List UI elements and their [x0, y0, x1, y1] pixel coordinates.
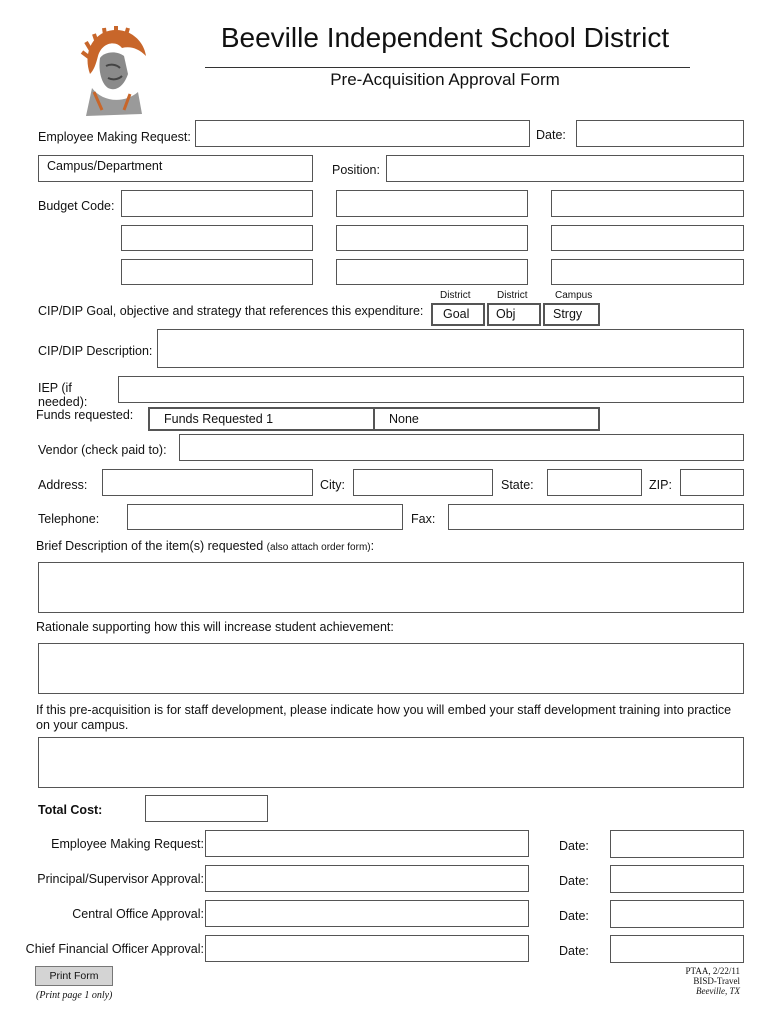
obj-input[interactable]: Obj — [487, 303, 541, 326]
zip-label: ZIP: — [649, 478, 672, 492]
budget-code-input[interactable] — [551, 259, 744, 285]
approval-label: Principal/Supervisor Approval: — [37, 872, 204, 886]
title-divider — [205, 67, 690, 68]
approval-label: Chief Financial Officer Approval: — [25, 942, 204, 956]
address-input[interactable] — [102, 469, 313, 496]
district-goal-caption: District — [440, 290, 471, 301]
funds-requested-label: Funds requested: — [36, 408, 134, 422]
position-label: Position: — [332, 163, 380, 177]
page-subtitle: Pre-Acquisition Approval Form — [330, 70, 560, 89]
rationale-input[interactable] — [38, 643, 744, 694]
employee-request-label: Employee Making Request: — [38, 130, 191, 144]
form-code — [686, 966, 740, 996]
vendor-label: Vendor (check paid to): — [38, 443, 167, 457]
approval-date-label: Date: — [559, 909, 589, 923]
approval-date-input[interactable] — [610, 935, 744, 963]
approval-date-input[interactable] — [610, 865, 744, 893]
fax-input[interactable] — [448, 504, 744, 530]
date-input[interactable] — [576, 120, 744, 147]
cip-description-label: CIP/DIP Description: — [38, 344, 153, 358]
approval-date-label: Date: — [559, 839, 589, 853]
budget-code-input[interactable] — [121, 225, 313, 251]
budget-code-input[interactable] — [121, 190, 313, 217]
total-cost-input[interactable] — [145, 795, 268, 822]
staff-development-label: If this pre-acquisition is for staff development, please indicate how you will embed your staff development training into practice on your campus. — [36, 703, 732, 732]
vendor-input[interactable] — [179, 434, 744, 461]
approval-date-input[interactable] — [610, 900, 744, 928]
telephone-label: Telephone: — [38, 512, 100, 526]
iep-input[interactable] — [118, 376, 744, 403]
city-label: City: — [320, 478, 345, 492]
district-logo — [72, 22, 154, 122]
print-note: (Print page 1 only) — [36, 990, 113, 1001]
principal-signature-input[interactable] — [205, 865, 529, 892]
cip-description-input[interactable] — [157, 329, 744, 368]
state-label: State: — [501, 478, 534, 492]
campus-department-input[interactable]: Campus/Department — [38, 155, 313, 182]
form-code-text: PTAA, 2/22/11 — [685, 966, 740, 976]
budget-code-input[interactable] — [336, 225, 528, 251]
total-cost-label: Total Cost: — [38, 803, 103, 817]
telephone-input[interactable] — [127, 504, 403, 530]
cip-goal-label: CIP/DIP Goal, objective and strategy that references this expenditure: — [38, 304, 424, 318]
central-office-signature-input[interactable] — [205, 900, 529, 927]
campus-strgy-caption: Campus — [555, 290, 593, 301]
funds-requested-select[interactable]: Funds Requested 1 — [148, 407, 375, 431]
address-label: Address: — [38, 478, 88, 492]
date-label: Date: — [536, 128, 566, 142]
budget-code-input[interactable] — [551, 225, 744, 251]
funds-none-select[interactable]: None — [373, 407, 600, 431]
rationale-label: Rationale supporting how this will increase student achievement: — [36, 620, 394, 634]
approval-label: Central Office Approval: — [72, 907, 204, 921]
goal-input[interactable]: Goal — [431, 303, 485, 326]
strgy-input[interactable]: Strgy — [543, 303, 600, 326]
approval-date-label: Date: — [559, 944, 589, 958]
budget-code-input[interactable] — [336, 190, 528, 217]
employee-signature-input[interactable] — [205, 830, 529, 857]
print-form-button[interactable]: Print Form — [35, 966, 113, 986]
approval-date-input[interactable] — [610, 830, 744, 858]
brief-description-label: Brief Description of the item(s) requested (also attach order form): — [36, 539, 375, 553]
page-title: Beeville Independent School District — [220, 22, 670, 53]
form-dept-text: BISD-Travel — [693, 976, 740, 986]
zip-input[interactable] — [680, 469, 744, 496]
form-location-text: Beeville, TX — [696, 986, 740, 996]
position-input[interactable] — [386, 155, 744, 182]
state-input[interactable] — [547, 469, 642, 496]
brief-description-input[interactable] — [38, 562, 744, 613]
cfo-signature-input[interactable] — [205, 935, 529, 962]
approval-label: Employee Making Request: — [51, 837, 204, 851]
employee-request-input[interactable] — [195, 120, 530, 147]
budget-code-input[interactable] — [551, 190, 744, 217]
iep-label: IEP (if needed): — [38, 381, 88, 409]
approval-date-label: Date: — [559, 874, 589, 888]
budget-code-label: Budget Code: — [38, 199, 115, 213]
fax-label: Fax: — [411, 512, 436, 526]
budget-code-input[interactable] — [336, 259, 528, 285]
city-input[interactable] — [353, 469, 493, 496]
district-obj-caption: District — [497, 290, 528, 301]
staff-development-input[interactable] — [38, 737, 744, 788]
budget-code-input[interactable] — [121, 259, 313, 285]
